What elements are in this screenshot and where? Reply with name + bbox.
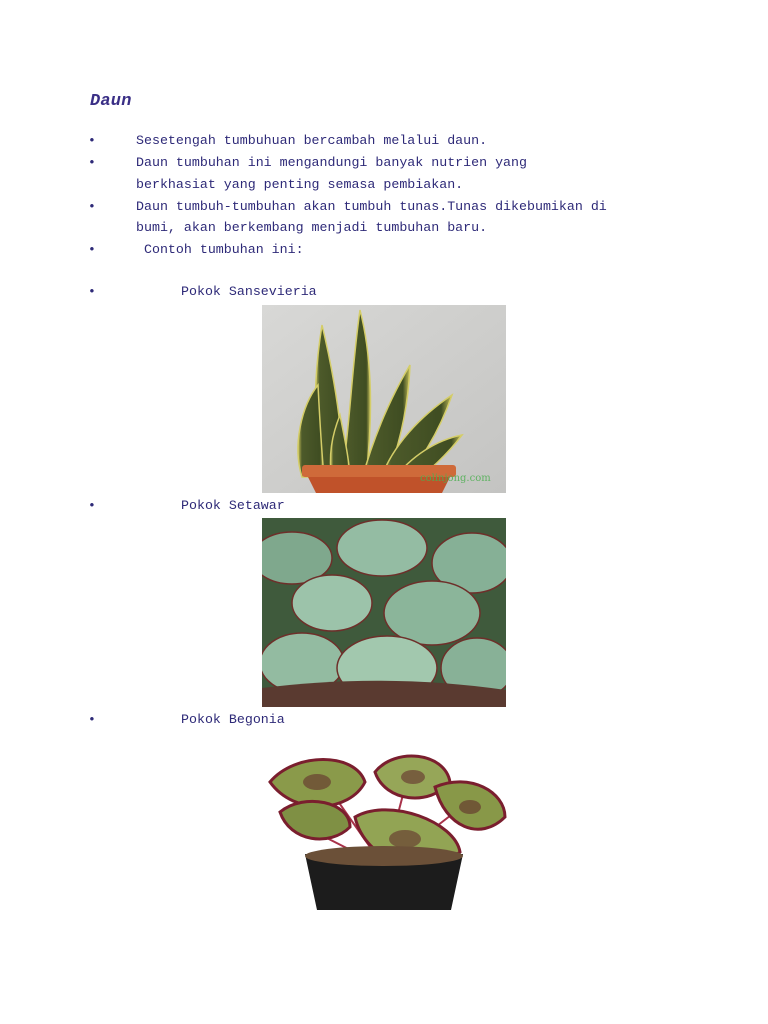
bullet-marker: • (88, 712, 96, 727)
bullet-marker: • (88, 498, 96, 513)
setawar-photo (262, 518, 506, 707)
bullet-marker: • (88, 133, 96, 148)
point-3-line-1: Daun tumbuh-tumbuhan akan tumbuh tunas.Tunas dikebumikan di (136, 199, 607, 214)
example-1-label: Pokok Sansevieria (181, 284, 317, 299)
point-4-line-1: Contoh tumbuhan ini: (136, 242, 304, 257)
point-3-line-2: bumi, akan berkembang menjadi tumbuhan baru. (136, 220, 488, 235)
example-3-label: Pokok Begonia (181, 712, 285, 727)
point-1-line-1: Sesetengah tumbuhuan bercambah melalui daun. (136, 133, 488, 148)
example-2-label: Pokok Setawar (181, 498, 285, 513)
section-title: Daun (90, 92, 132, 111)
bullet-marker: • (88, 284, 96, 299)
bullet-marker: • (88, 155, 96, 170)
point-2-line-1: Daun tumbuhan ini mengandungi banyak nutrien yang (136, 155, 527, 170)
sansevieria-photo (262, 305, 506, 493)
bullet-marker: • (88, 199, 96, 214)
bullet-marker: • (88, 242, 96, 257)
point-2-line-2: berkhasiat yang penting semasa pembiakan. (136, 177, 464, 192)
svg-text:colinjong.com: colinjong.com (420, 473, 491, 484)
begonia-photo (255, 742, 513, 910)
